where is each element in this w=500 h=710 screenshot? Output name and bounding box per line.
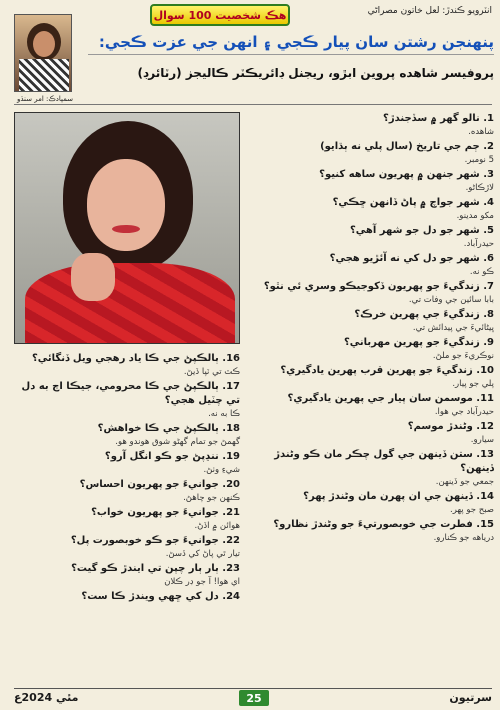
question-text: 9. زندگيءَ جو پهرين مهرباني؟ (343, 337, 494, 348)
answer-text: ڪنهن جو چاهڻ. (183, 493, 240, 503)
question-item (252, 224, 494, 250)
question-item (252, 364, 494, 390)
question-item (252, 420, 494, 446)
question-text: 22. جوانيءَ جو ڪو خوبصورت پل؟ (70, 535, 240, 546)
answer-text: بابا سائين جي وفات تي. (408, 295, 494, 305)
question-text: 17. ٻالڪپڻ جي ڪا محرومي، جيڪا اڄ به دل تي چٽيل هجي؟ (21, 381, 240, 406)
question-text: 8. زندگيءَ جي پهرين خرڪ؟ (354, 309, 494, 320)
answer-text: حيدرآباد. (463, 239, 494, 249)
question-item (252, 168, 494, 194)
answer-text: ڀيڻائيءَ جي پيدائش تي. (412, 323, 494, 333)
question-item (14, 562, 240, 588)
photo-face (87, 159, 165, 251)
questions-left-column (14, 352, 240, 606)
answer-text: اي هوا! آ جو ڊر ڪلان (164, 577, 240, 587)
photo-credit: سمپادڪ: امر سنڌو (16, 95, 74, 103)
answer-text: جمعي جو ڏينهن. (435, 477, 494, 487)
question-text: 18. ٻالڪپڻ جي ڪا خواهش؟ (97, 423, 240, 434)
question-text: 15. فطرت جي خوبصورتيءَ جو وڻندڙ نظارو؟ (273, 519, 494, 530)
series-badge: هڪ شخصيت 100 سوال (150, 4, 290, 26)
page-footer (14, 688, 492, 706)
answer-text: گهمڻ جو تمام گهڻو شوق هوندو هو. (115, 437, 240, 447)
answer-text: ڪٽ تي ٽپا ڏيڻ. (183, 367, 240, 377)
question-item (14, 478, 240, 504)
question-text: 6. شهر جو دل کي نه آئڙيو هجي؟ (329, 253, 494, 264)
answer-text: پلي جو پيار. (452, 379, 494, 389)
answer-text: نوڪريءَ جو ملڻ. (432, 351, 494, 361)
photo-dress (25, 263, 235, 344)
question-text: 1. نالو گهر ۾ سڏجندڙ؟ (383, 113, 494, 124)
question-text: 3. شهر جنهن ۾ پهريون ساهه کنيو؟ (319, 169, 494, 180)
answer-text: لاڙڪاڻو. (465, 183, 494, 193)
question-text: 21. جوانيءَ جو پهريون خواب؟ (91, 507, 240, 518)
footer-date: مئي 2024ع (14, 691, 79, 704)
question-text: 11. موسمن سان پيار جي پهرين يادگيري؟ (287, 393, 494, 404)
answer-text: شيءِ وٺڻ. (203, 465, 240, 475)
headline: پنهنجن رشتن سان پيار ڪجي ۽ انهن جي عزت ڪجي: (88, 30, 494, 55)
question-item (252, 490, 494, 516)
portrait-face (33, 31, 55, 57)
answer-text: هوائن ۾ اڏڻ. (194, 521, 240, 531)
question-item (252, 392, 494, 418)
answer-text: 5 نومبر. (464, 155, 494, 165)
question-item (14, 506, 240, 532)
question-text: 24. دل کي ڇهي ويندڙ ڪا ست؟ (81, 591, 240, 602)
question-item (252, 252, 494, 278)
question-item (14, 380, 240, 420)
question-text: 20. جوانيءَ جو پهريون احساس؟ (79, 479, 240, 490)
answer-text: ڪو نه. (469, 267, 494, 277)
answer-text: مکو مدينو. (456, 211, 494, 221)
question-text: 16. ٻالڪپڻ جي ڪا ياد رهجي ويل ڏنگائي؟ (32, 353, 240, 364)
question-text: 19. ننڍپڻ جو ڪو انگل آرو؟ (104, 451, 240, 462)
answer-text: شاهده. (468, 127, 494, 137)
question-item (14, 534, 240, 560)
answer-text: سيارو. (470, 435, 494, 445)
question-item (252, 448, 494, 488)
answer-text: درياهه جو ڪنارو. (433, 533, 494, 543)
photo-lips (112, 225, 140, 233)
question-item (252, 518, 494, 544)
question-text: 13. ستن ڏينهن جي گول چڪر مان ڪو وڻندڙ ڏينهن؟ (274, 449, 494, 474)
question-text: 10. زندگيءَ جو پهرين قرب پهرين يادگيري؟ (280, 365, 494, 376)
question-text: 7. زندگيءَ جو پهريون ڏکوجيڪو وسري ئي نٿو؟ (263, 281, 494, 292)
question-text: 4. شهر جواچ ۾ پاڻ ڏانهن ڇڪي؟ (332, 197, 494, 208)
question-item (252, 140, 494, 166)
question-item (252, 196, 494, 222)
header-divider (14, 104, 492, 105)
question-text: 12. وڻندڙ موسم؟ (407, 421, 494, 432)
answer-text: صبح جو پهر. (450, 505, 494, 515)
photo-hand (71, 253, 115, 301)
answer-text: ڪا به نه. (208, 409, 240, 419)
question-item (14, 422, 240, 448)
answer-text: حيدرآباد جي هوا. (434, 407, 494, 417)
question-item (14, 450, 240, 476)
author-portrait (14, 14, 72, 92)
question-text: 5. شهر جو دل جو شهر آهي؟ (349, 225, 494, 236)
question-item (252, 308, 494, 334)
question-text: 23. ٻار ٻار چپن تي ايندڙ ڪو گيت؟ (71, 563, 240, 574)
questions-right-column (252, 112, 494, 546)
portrait-scarf (19, 59, 69, 92)
question-item (252, 112, 494, 138)
magazine-name: سرتيون (449, 691, 492, 704)
question-text: 2. ڄم جي تاريخ (سال پلي نه ٻڌايو) (320, 141, 494, 152)
question-item (14, 590, 240, 604)
interviewer-credit: انٽرويو ڪندڙ: لعل خاتون مصراڻي (367, 6, 492, 16)
question-item (252, 336, 494, 362)
question-text: 14. ڏينهن جي ان پهرن مان وڻندڙ پهر؟ (303, 491, 494, 502)
question-item (252, 280, 494, 306)
question-item (14, 352, 240, 378)
interviewee-photo (14, 112, 240, 344)
page-number: 25 (239, 690, 269, 706)
answer-text: تيار ٿي پاڻ کي ڏسڻ. (165, 549, 240, 559)
subheadline: پروفيسر شاهده پروين ابڙو، ريجنل ڊائريڪٽر ڪاليجز (رٽائرڊ) (137, 66, 494, 80)
